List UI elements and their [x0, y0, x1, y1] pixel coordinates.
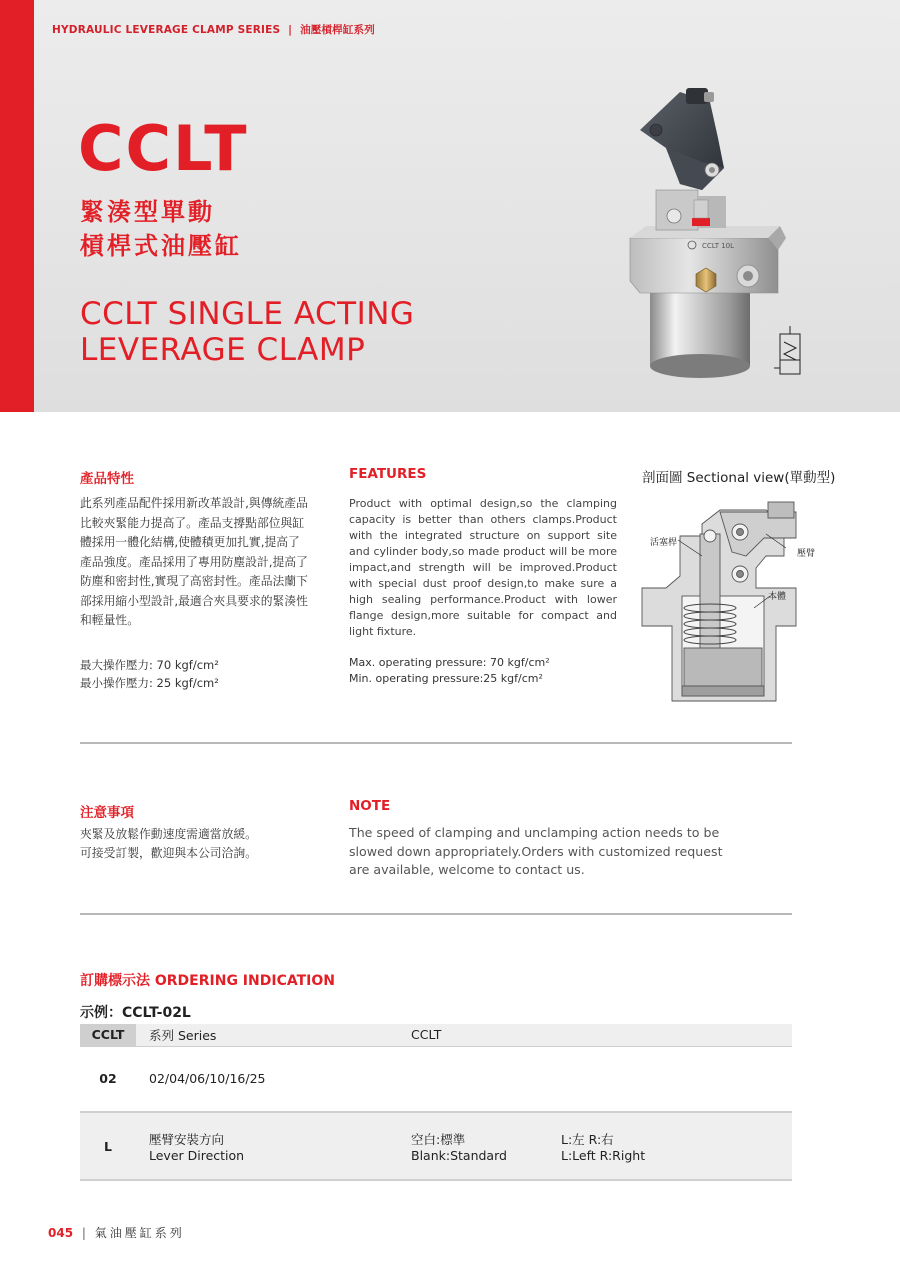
table-row [80, 1112, 792, 1180]
page-footer: 045 | 氣油壓缸系列 [48, 1226, 185, 1240]
row-option: CCLT [411, 1024, 561, 1046]
label-body: 本體 [768, 592, 787, 602]
model-code: CCLT [78, 112, 249, 185]
page-number: 045 [48, 1226, 74, 1240]
divider [80, 913, 792, 915]
code-cell: 02 [80, 1046, 136, 1112]
label-piston-rod: 活塞桿 [650, 538, 678, 548]
code-cell: CCLT [80, 1024, 136, 1046]
pressure-specs-cn: 最大操作壓力: 70 kgf/cm² 最小操作壓力: 25 kgf/cm² [80, 658, 219, 690]
row-option: 空白:標準 Blank:Standard [411, 1112, 561, 1180]
features-body-cn: 此系列產品配件採用新改革設計,與傳統產品比較夾緊能力提高了。產品支撐點部位與缸體採用一體化結構,使體積更加扎實,提高了產品強度。產品採用了專用防塵設計,提高了防塵和密封性,實現了高密封性。產品法蘭下部採用縮小型設計,最適合夾具要求的緊湊性和輕量性。 [80, 496, 308, 627]
product-stamp: CCLT 10L [702, 242, 735, 250]
row-option [561, 1046, 792, 1112]
note-heading-en: NOTE [349, 798, 391, 814]
label-lever: 壓臂 [797, 549, 816, 559]
divider [80, 742, 792, 744]
pressure-specs-en: Max. operating pressure: 70 kgf/cm² Min. operating pressure:25 kgf/cm² [349, 656, 550, 685]
row-option: L:左 R:右 L:Left R:Right [561, 1112, 792, 1180]
ordering-title: 訂購標示法 ORDERING INDICATION [80, 973, 335, 989]
title-cn: 緊湊型單動 槓桿式油壓缸 [80, 198, 242, 260]
note-body-en: The speed of clamping and unclamping action needs to be slowed down appropriately.Orders with customized request are available, welcome to contact us. [349, 825, 723, 877]
sectional-diagram [636, 496, 816, 706]
title-en: CCLT SINGLE ACTING LEVERAGE CLAMP [80, 296, 415, 368]
features-heading-en: FEATURES [349, 466, 427, 482]
code-cell: L [80, 1112, 136, 1180]
series-header: HYDRAULIC LEVERAGE CLAMP SERIES | 油壓槓桿缸系列 [52, 24, 375, 36]
note-heading-cn: 注意事項 [80, 805, 134, 821]
footer-series: 氣油壓缸系列 [94, 1226, 185, 1240]
note-body-cn: 夾緊及放鬆作動速度需適當放緩。 可接受訂製，歡迎與本公司洽詢。 [80, 827, 257, 860]
row-option [561, 1024, 792, 1046]
row-name: 壓臂安裝方向 Lever Direction [136, 1112, 411, 1180]
product-image [610, 78, 840, 396]
table-row [80, 1046, 792, 1112]
row-name: 系列 Series [136, 1024, 411, 1046]
table-row [80, 1024, 792, 1046]
sectional-view-title: 剖面圖 Sectional view(單動型) [642, 470, 836, 486]
ordering-example: 示例：CCLT-02L [80, 1005, 191, 1021]
row-option [411, 1046, 561, 1112]
features-body-en: Product with optimal design,so the clamping capacity is better than others clamps.Product with the integrated structure on support site and cylinder body,so made product will be more impact,and strength will be improved.Product with special dust proof design,to make sure a high sealing performance.Product with lower flange design,more suitable for compact and light fixture. [349, 497, 617, 638]
ordering-table [80, 1024, 792, 1181]
features-heading-cn: 產品特性 [80, 471, 134, 487]
row-name: 02/04/06/10/16/25 [136, 1046, 411, 1112]
accent-strip [0, 0, 34, 412]
